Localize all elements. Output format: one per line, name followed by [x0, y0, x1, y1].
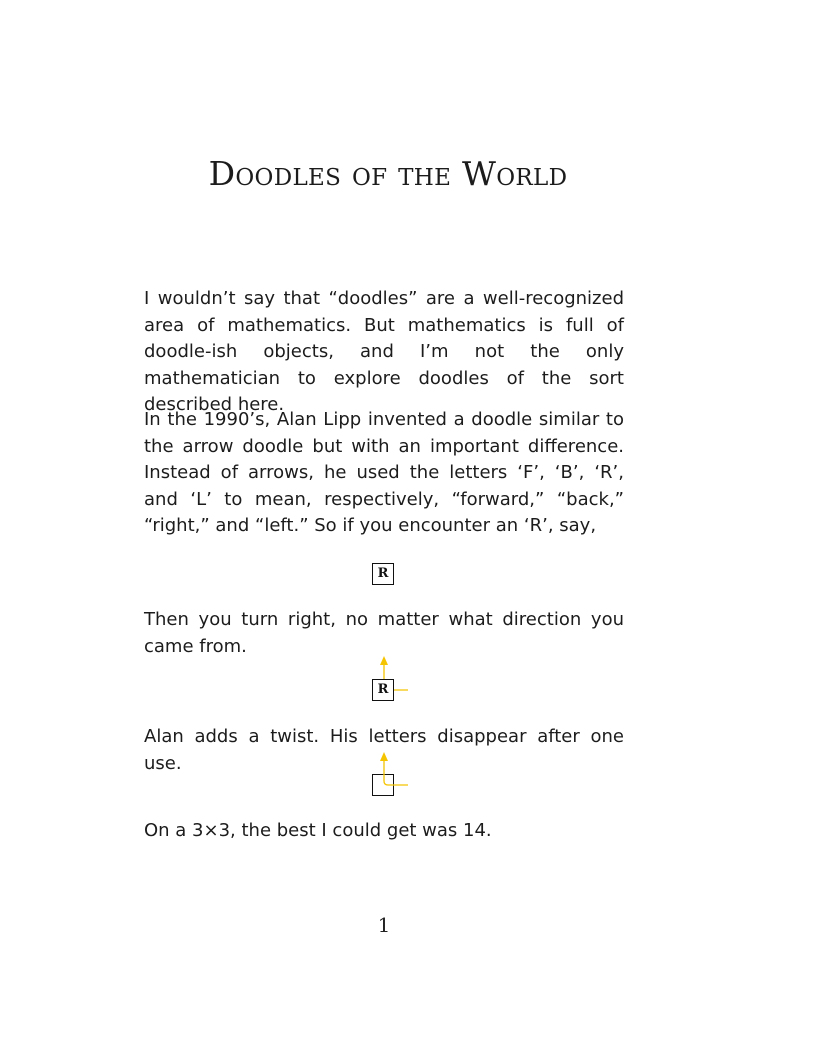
letter-box-r-with-path: R — [372, 679, 394, 701]
turn-path-empty — [370, 748, 415, 800]
page-title: Doodles of the World — [208, 154, 568, 193]
paragraph-intro: I wouldn’t say that “doodles” are a well-recognized area of mathematics. But mathematics is full of doodle-ish objects, and I’m not the only mathematician to explore doodles of the sort described here. — [144, 288, 624, 415]
paragraph-twist: Alan adds a twist. His letters disappear after one use. — [144, 726, 624, 774]
letter-box-r: R — [372, 563, 394, 585]
arrowhead-icon — [380, 752, 388, 761]
page-number: 1 — [377, 913, 391, 937]
paragraph-alan-lipp: In the 1990’s, Alan Lipp invented a doodle similar to the arrow doodle but with an important difference. Instead of arrows, he used the letters ‘F’, ‘B’, ‘R’, and ‘L’ to mean, respectively, “forward,” “back,” “right,” and “left.” So if you encounter an ‘R’, say, — [144, 409, 624, 536]
paragraph-turn-right: Then you turn right, no matter what direction you came from. — [144, 609, 624, 657]
paragraph-result: On a 3×3, the best I could get was 14. — [144, 820, 492, 841]
path-line — [384, 760, 408, 785]
arrowhead-icon — [380, 656, 388, 665]
